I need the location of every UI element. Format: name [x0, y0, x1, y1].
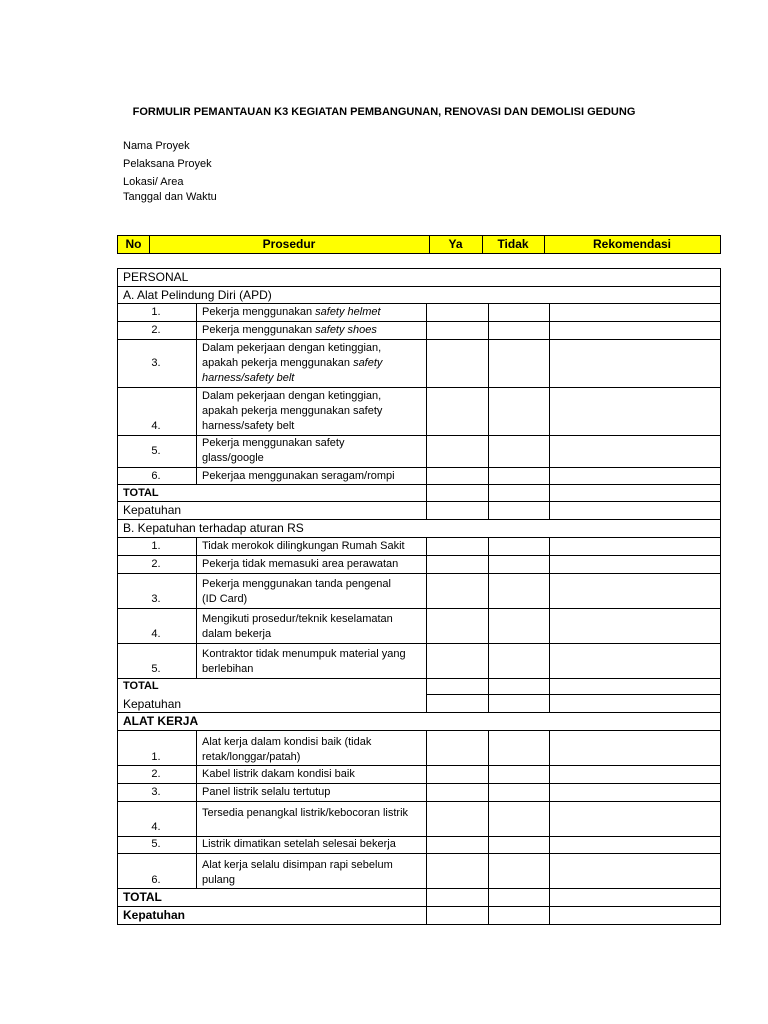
row-c1-procedure: Alat kerja dalam kondisi baik (tidak retak/longgar/patah) — [202, 736, 372, 763]
row-a4-procedure: Dalam pekerjaan dengan ketinggian, apakah pekerja menggunakan safety harness/safety belt — [202, 390, 383, 432]
section-a-total: TOTAL — [123, 487, 159, 499]
row-b1-procedure: Tidak merokok dilingkungan Rumah Sakit — [202, 540, 405, 552]
row-b2-no: 2. — [151, 558, 161, 570]
row-b4-procedure: Mengikuti prosedur/teknik keselamatan dalam bekerja — [202, 613, 393, 640]
row-c6-no: 6. — [151, 874, 161, 886]
row-a1-no: 1. — [151, 306, 161, 318]
row-c4-no: 4. — [151, 821, 161, 833]
row-c4-procedure: Tersedia penangkal listrik/kebocoran listrik — [202, 807, 409, 819]
field-nama-proyek: Nama Proyek — [123, 140, 190, 152]
row-c2-procedure: Kabel listrik dakam kondisi baik — [202, 768, 355, 780]
row-b3-no: 3. — [151, 593, 161, 605]
form-title: FORMULIR PEMANTAUAN K3 KEGIATAN PEMBANGUNAN, RENOVASI DAN DEMOLISI GEDUNG — [132, 106, 636, 118]
row-c2-no: 2. — [151, 768, 161, 780]
section-c-total: TOTAL — [123, 890, 162, 904]
row-b1-no: 1. — [151, 540, 161, 552]
field-pelaksana-proyek: Pelaksana Proyek — [123, 158, 212, 170]
section-personal-heading: PERSONAL — [123, 270, 189, 284]
header-prosedur: Prosedur — [262, 237, 316, 251]
row-a2-no: 2. — [151, 324, 161, 336]
section-b-title: B. Kepatuhan terhadap aturan RS — [123, 521, 304, 535]
row-a4-no: 4. — [151, 420, 161, 432]
header-ya: Ya — [448, 237, 463, 251]
row-a3-procedure: Dalam pekerjaan dengan ketinggian, apakah pekerja menggunakan safety harness/safety belt — [202, 342, 383, 384]
row-b5-procedure: Kontraktor tidak menumpuk material yang berlebihan — [202, 648, 406, 675]
row-a6-no: 6. — [151, 470, 161, 482]
row-c5-no: 5. — [151, 838, 161, 850]
row-b5-no: 5. — [151, 663, 161, 675]
row-a5-no: 5. — [151, 445, 161, 457]
row-a3-no: 3. — [151, 357, 161, 369]
header-no: No — [125, 237, 142, 251]
row-c3-no: 3. — [151, 786, 161, 798]
section-alat-kerja-heading: ALAT KERJA — [123, 714, 199, 728]
row-a1-procedure: Pekerja menggunakan safety helmet — [202, 306, 381, 318]
header-rekomendasi: Rekomendasi — [592, 237, 672, 251]
row-b2-procedure: Pekerja tidak memasuki area perawatan — [202, 558, 399, 570]
row-c3-procedure: Panel listrik selalu tertutup — [202, 786, 331, 798]
field-tanggal: Tanggal dan Waktu — [123, 191, 217, 203]
section-b-total: TOTAL — [123, 680, 159, 692]
section-a-title: A. Alat Pelindung Diri (APD) — [123, 288, 272, 302]
row-a5-procedure: Pekerja menggunakan safety glass/google — [202, 437, 345, 464]
field-lokasi: Lokasi/ Area — [123, 176, 184, 188]
row-a2-procedure: Pekerja menggunakan safety shoes — [202, 324, 377, 336]
section-c-kepatuhan: Kepatuhan — [123, 908, 186, 922]
header-tidak: Tidak — [497, 237, 529, 251]
section-b-kepatuhan: Kepatuhan — [123, 697, 182, 711]
row-c1-no: 1. — [151, 751, 161, 763]
row-c5-procedure: Listrik dimatikan setelah selesai bekerja — [202, 838, 396, 850]
row-c6-procedure: Alat kerja selalu disimpan rapi sebelum pulang — [202, 859, 393, 886]
section-a-kepatuhan: Kepatuhan — [123, 503, 182, 517]
row-b4-no: 4. — [151, 628, 161, 640]
row-b3-procedure: Pekerja menggunakan tanda pengenal (ID Card) — [202, 578, 391, 605]
row-a6-procedure: Pekerjaa menggunakan seragam/rompi — [202, 470, 395, 482]
